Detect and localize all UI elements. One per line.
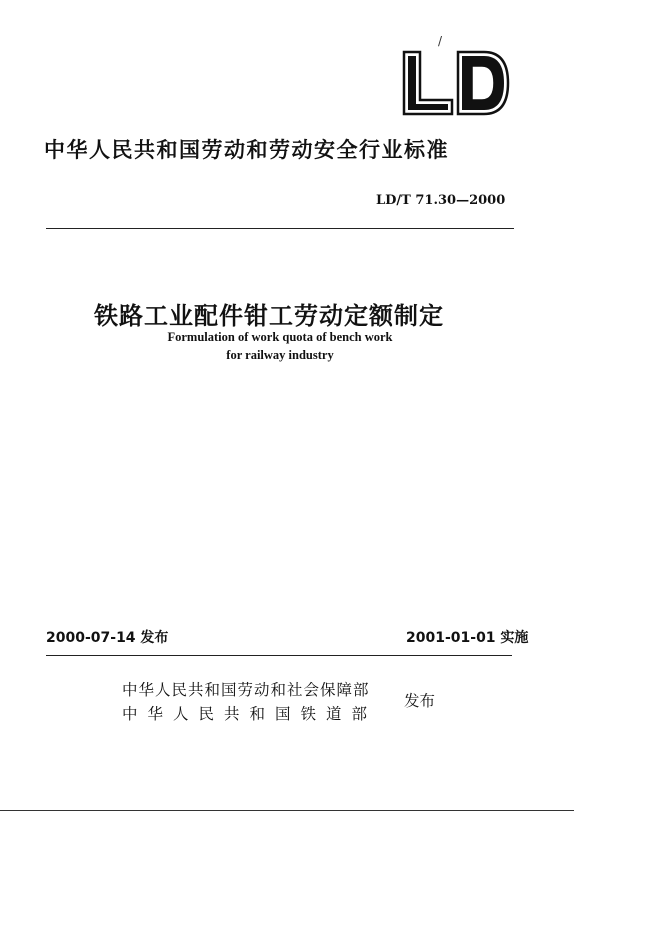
- publisher-ministry-railways: 中华人民共和国铁道部: [122, 705, 378, 723]
- title-english-line2: for railway industry: [226, 348, 334, 362]
- standard-number: LD/T 71.30—2000: [376, 193, 506, 208]
- title-chinese: 铁路工业配件钳工劳动定额制定: [94, 302, 444, 330]
- publish-label: 发布: [404, 692, 436, 710]
- footer-divider: [0, 810, 574, 811]
- publisher-ministry-labour: 中华人民共和国劳动和社会保障部: [122, 681, 370, 699]
- dates-divider: [46, 655, 512, 656]
- ld-logo-graphic: [400, 48, 512, 118]
- title-english-line1: Formulation of work quota of bench work: [167, 330, 393, 344]
- issue-date: 2000-07-14 发布: [46, 630, 169, 646]
- logo-mark: /: [438, 34, 443, 48]
- ld-logo: [400, 48, 512, 118]
- header-divider: [46, 228, 514, 229]
- standard-category: 中华人民共和国劳动和劳动安全行业标准: [44, 138, 449, 162]
- implementation-date: 2001-01-01 实施: [406, 630, 529, 646]
